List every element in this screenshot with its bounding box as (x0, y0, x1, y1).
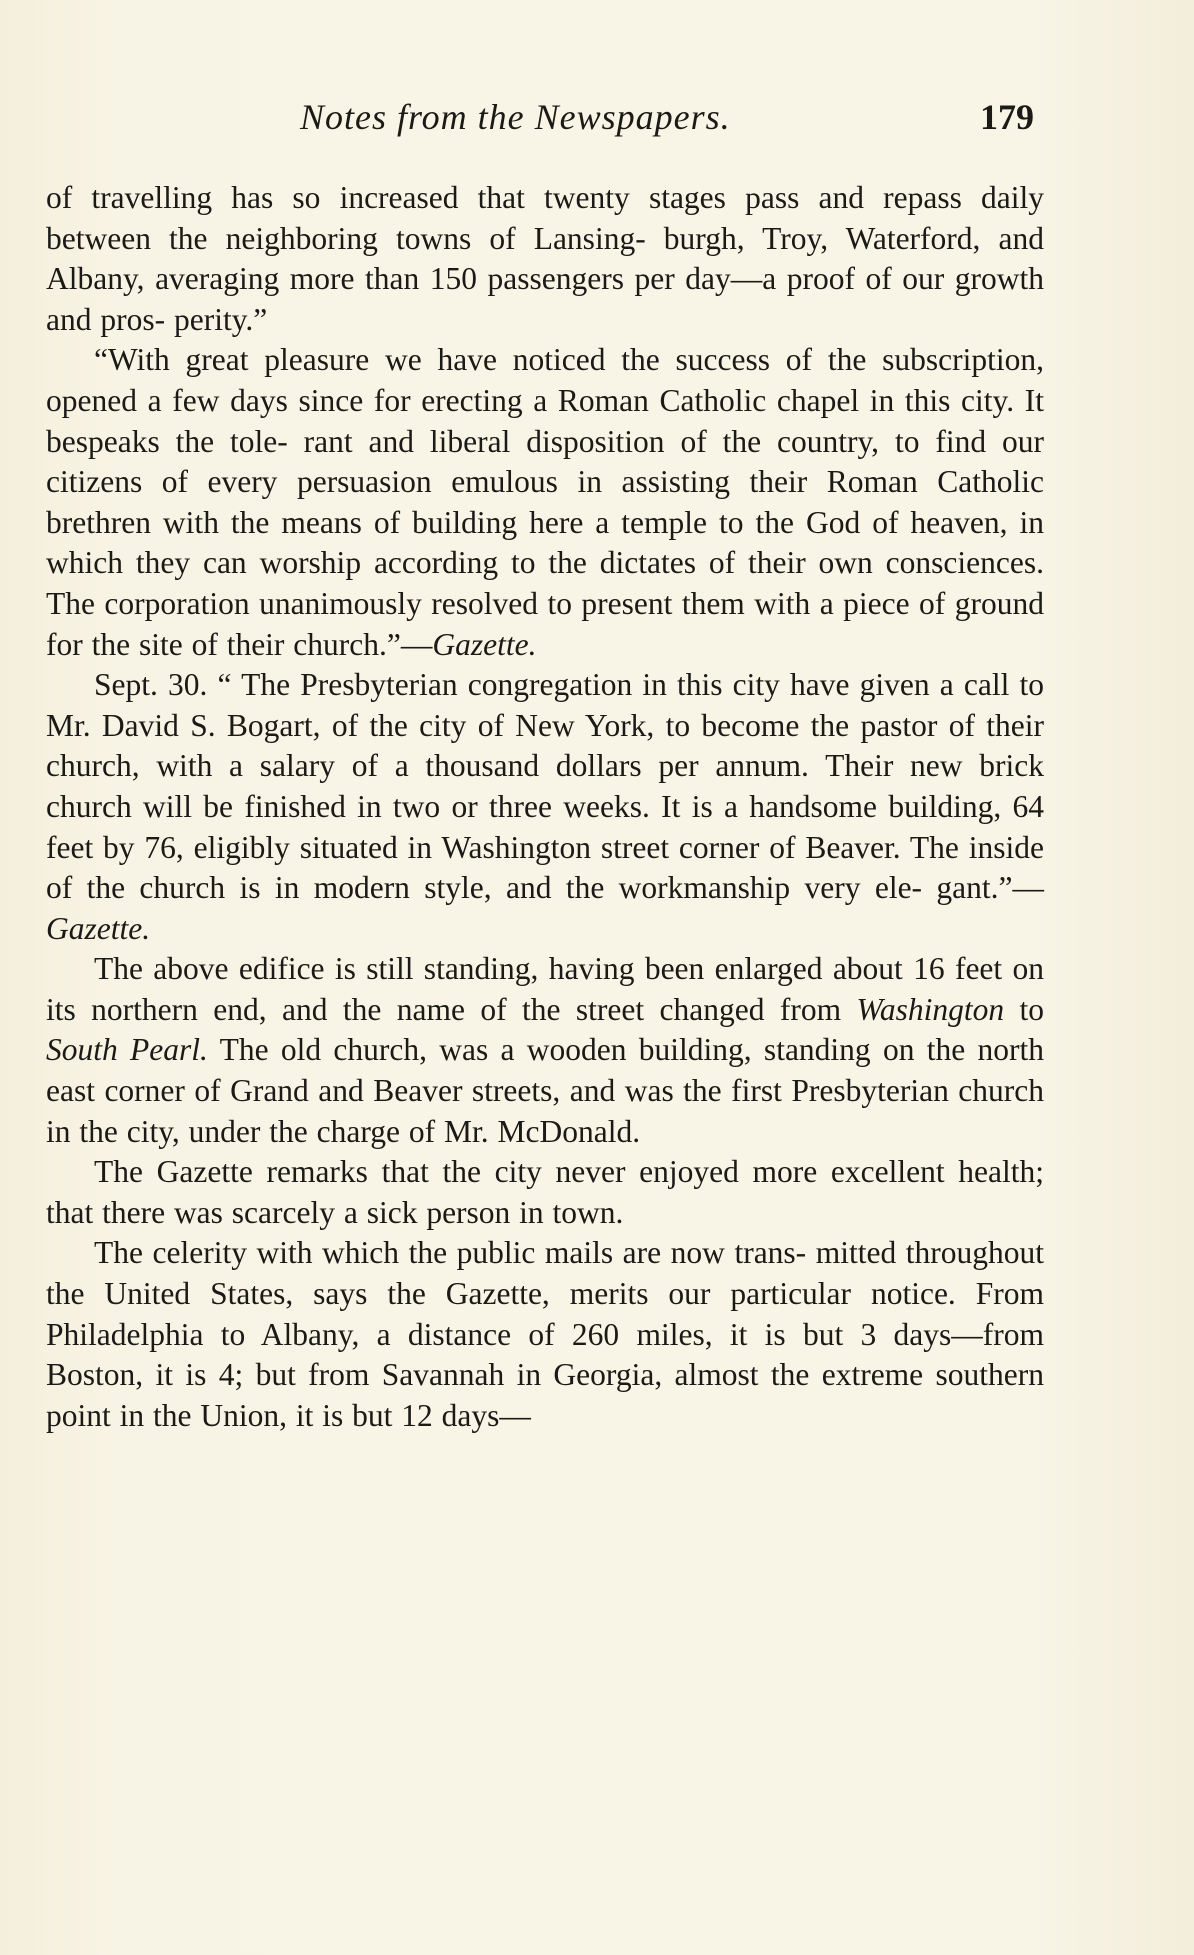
paragraph-text: The old church, was a wooden building, standing on the north east corner of Grand and Beaver streets, and was the first Presbyterian church in the city, under the charge of Mr. McDonald. (46, 1032, 1044, 1149)
running-head (300, 96, 1040, 146)
street-name-new: South Pearl. (46, 1032, 208, 1068)
paragraph-5 (46, 1152, 1044, 1233)
paragraph-3 (46, 665, 1044, 949)
paragraph-6 (46, 1233, 1044, 1436)
source-citation: Gazette. (432, 626, 537, 662)
page-number: 179 (980, 97, 1034, 137)
paragraph-text: “With great pleasure we have noticed the success of the subscription, opened a few days since for erecting a Roman Catholic chapel in this city. It bespeaks the tole- rant and liberal disposition of the country, to find our citizens of every persuasion emulous in assisting their Roman Catholic brethren with the means of building here a temple to the God of heaven, in which they can worship according to the dictates of their own consciences. The corporation unanimously resolved to present them with a piece of ground for the site of their church.”— (46, 342, 1044, 662)
paragraph-4 (46, 949, 1044, 1152)
paragraph-text: The Gazette remarks that the city never enjoyed more excellent health; that there was scarcely a sick person in town. (46, 1154, 1044, 1230)
paragraph-text: Sept. 30. “ The Presbyterian congregation in this city have given a call to Mr. David S. Bogart, of the city of New York, to become the pastor of their church, with a salary of a thousand dollars per annum. Their new brick church will be finished in two or three weeks. It is a handsome building, 64 feet by 76, eligibly situated in Washington street corner of Beaver. The inside of the church is in modern style, and the workmanship very ele- gant.”— (46, 667, 1044, 906)
body-text (46, 178, 1044, 1436)
paragraph-text: The celerity with which the public mails are now trans- mitted throughout the United States, says the Gazette, merits our particular notice. From Philadelphia to Albany, a distance of 260 miles, it is but 3 days—from Boston, it is 4; but from Savannah in Georgia, almost the extreme southern point in the Union, it is but 12 days— (46, 1235, 1044, 1433)
paragraph-text: to (1004, 991, 1044, 1027)
paragraph-2 (46, 340, 1044, 665)
source-citation: Gazette. (46, 910, 151, 946)
street-name-old: Washington (856, 991, 1005, 1027)
running-head-title: Notes from the Newspapers. (300, 97, 731, 137)
paragraph-1 (46, 178, 1044, 340)
paragraph-text: The above edifice is still standing, having been enlarged about 16 feet on its northern end, and the name of the street changed from (46, 951, 1044, 1027)
paragraph-text: of travelling has so increased that twenty stages pass and repass daily between the neighboring towns of Lansing- burgh, Troy, Waterford, and Albany, averaging more than 150 passengers per day—a proof of our growth and pros- perity.” (46, 180, 1044, 337)
